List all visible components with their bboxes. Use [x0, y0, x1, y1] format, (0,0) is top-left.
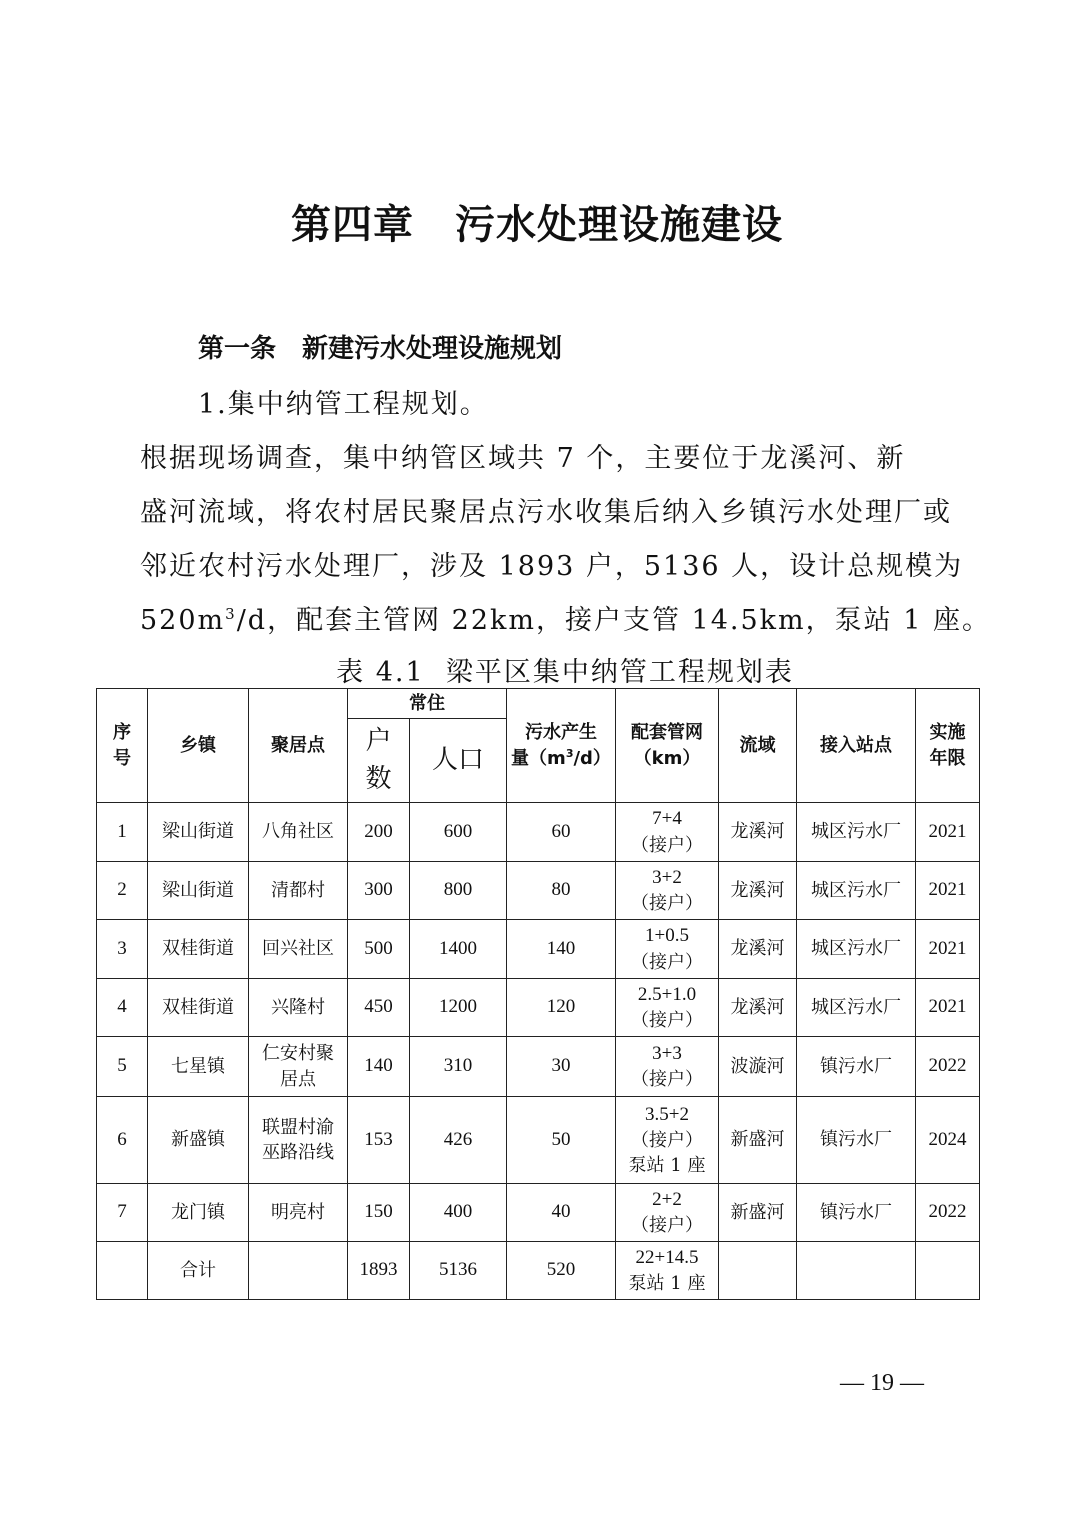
- cell-population: 426: [410, 1097, 507, 1184]
- header-seq: 序 号: [97, 689, 148, 803]
- cell-population: 400: [410, 1184, 507, 1242]
- table-row: [97, 979, 980, 1037]
- cell-pipe: 3+2 （接户）: [616, 862, 719, 920]
- cell-station: 镇污水厂: [797, 1097, 916, 1184]
- cell-basin: [719, 1242, 797, 1300]
- paragraph-line-last: [140, 598, 991, 637]
- cell-pipe: 3+3 （接户）: [616, 1037, 719, 1097]
- cell-seq: 5: [97, 1037, 148, 1097]
- cell-households: 300: [348, 862, 410, 920]
- cell-pipe: 2.5+1.0 （接户）: [616, 979, 719, 1037]
- header-resident: 常住: [348, 689, 507, 719]
- cell-sewage: 60: [507, 803, 616, 862]
- cell-station: 城区污水厂: [797, 862, 916, 920]
- item-title: 1.集中纳管工程规划。: [198, 389, 489, 420]
- table-caption: 表 4.1 梁平区集中纳管工程规划表: [336, 657, 794, 688]
- cell-station: 镇污水厂: [797, 1184, 916, 1242]
- cell-pipe: 3.5+2 （接户） 泵站 1 座: [616, 1097, 719, 1184]
- header-town: 乡镇: [148, 689, 249, 803]
- cell-settlement: 仁安村聚 居点: [249, 1037, 348, 1097]
- cell-basin: 龙溪河: [719, 862, 797, 920]
- cell-year: 2024: [916, 1097, 980, 1184]
- cell-seq: 7: [97, 1184, 148, 1242]
- cell-households: 1893: [348, 1242, 410, 1300]
- cell-basin: 龙溪河: [719, 803, 797, 862]
- cell-population: 600: [410, 803, 507, 862]
- cell-total-label: 合计: [148, 1242, 249, 1300]
- header-year: 实施 年限: [916, 689, 980, 803]
- chapter-title: 第四章 污水处理设施建设: [291, 202, 783, 248]
- cell-year: 2022: [916, 1037, 980, 1097]
- cell-pipe: 2+2 （接户）: [616, 1184, 719, 1242]
- cell-basin: 龙溪河: [719, 920, 797, 979]
- cell-station: 城区污水厂: [797, 920, 916, 979]
- cell-settlement: 清都村: [249, 862, 348, 920]
- table-row: [97, 862, 980, 920]
- header-population: 人口: [410, 719, 507, 803]
- superscript: 3: [225, 605, 237, 623]
- cell-town: 双桂街道: [148, 920, 249, 979]
- cell-seq: [97, 1242, 148, 1300]
- cell-sewage: 50: [507, 1097, 616, 1184]
- table-row: [97, 803, 980, 862]
- cell-town: 龙门镇: [148, 1184, 249, 1242]
- cell-town: 双桂街道: [148, 979, 249, 1037]
- cell-year: 2021: [916, 862, 980, 920]
- cell-town: 梁山街道: [148, 803, 249, 862]
- cell-households: 140: [348, 1037, 410, 1097]
- cell-basin: 龙溪河: [719, 979, 797, 1037]
- cell-station: 镇污水厂: [797, 1037, 916, 1097]
- cell-basin: 波漩河: [719, 1037, 797, 1097]
- header-station: 接入站点: [797, 689, 916, 803]
- cell-households: 500: [348, 920, 410, 979]
- header-pipe: 配套管网 （km）: [616, 689, 719, 803]
- cell-settlement: 联盟村渝 巫路沿线: [249, 1097, 348, 1184]
- cell-year: 2021: [916, 920, 980, 979]
- cell-sewage: 40: [507, 1184, 616, 1242]
- table-row: [97, 920, 980, 979]
- table-row: [97, 1184, 980, 1242]
- cell-basin: 新盛河: [719, 1097, 797, 1184]
- cell-year: [916, 1242, 980, 1300]
- cell-pipe: 22+14.5 泵站 1 座: [616, 1242, 719, 1300]
- cell-seq: 3: [97, 920, 148, 979]
- cell-pipe: 1+0.5 （接户）: [616, 920, 719, 979]
- cell-station: [797, 1242, 916, 1300]
- cell-households: 150: [348, 1184, 410, 1242]
- paragraph-line: 邻近农村污水处理厂，涉及 1893 户，5136 人，设计总规模为: [140, 551, 964, 582]
- cell-settlement: 八角社区: [249, 803, 348, 862]
- cell-sewage: 30: [507, 1037, 616, 1097]
- cell-population: 1200: [410, 979, 507, 1037]
- cell-sewage: 140: [507, 920, 616, 979]
- cell-town: 新盛镇: [148, 1097, 249, 1184]
- cell-year: 2021: [916, 803, 980, 862]
- table-body: [97, 803, 980, 1300]
- cell-basin: 新盛河: [719, 1184, 797, 1242]
- cell-settlement: 回兴社区: [249, 920, 348, 979]
- cell-town: 七星镇: [148, 1037, 249, 1097]
- cell-town: 梁山街道: [148, 862, 249, 920]
- cell-population: 310: [410, 1037, 507, 1097]
- cell-settlement: [249, 1242, 348, 1300]
- cell-settlement: 明亮村: [249, 1184, 348, 1242]
- cell-households: 153: [348, 1097, 410, 1184]
- cell-year: 2022: [916, 1184, 980, 1242]
- header-basin: 流域: [719, 689, 797, 803]
- paragraph-text: 520m: [140, 605, 226, 636]
- section-title: 第一条 新建污水处理设施规划: [198, 334, 563, 364]
- cell-seq: 2: [97, 862, 148, 920]
- table-total-row: [97, 1242, 980, 1300]
- plan-table: [96, 688, 980, 1300]
- cell-sewage: 120: [507, 979, 616, 1037]
- paragraph-line: 盛河流域，将农村居民聚居点污水收集后纳入乡镇污水处理厂或: [140, 497, 952, 528]
- header-households: 户 数: [348, 719, 410, 803]
- paragraph-line: 根据现场调查，集中纳管区域共 7 个，主要位于龙溪河、新: [140, 443, 906, 474]
- cell-households: 450: [348, 979, 410, 1037]
- cell-seq: 6: [97, 1097, 148, 1184]
- cell-households: 200: [348, 803, 410, 862]
- paragraph-text: /d，配套主管网 22km，接户支管 14.5km，泵站 1 座。: [236, 605, 991, 636]
- page-number: — 19 —: [840, 1370, 924, 1396]
- header-sewage: 污水产生 量$(m^3/d)$: [507, 689, 616, 803]
- cell-seq: 1: [97, 803, 148, 862]
- cell-sewage: 80: [507, 862, 616, 920]
- cell-seq: 4: [97, 979, 148, 1037]
- table-row: [97, 1097, 980, 1184]
- cell-population: 5136: [410, 1242, 507, 1300]
- cell-station: 城区污水厂: [797, 979, 916, 1037]
- cell-pipe: 7+4 （接户）: [616, 803, 719, 862]
- header-settlement: 聚居点: [249, 689, 348, 803]
- cell-sewage: 520: [507, 1242, 616, 1300]
- table-row: [97, 1037, 980, 1097]
- cell-settlement: 兴隆村: [249, 979, 348, 1037]
- cell-year: 2021: [916, 979, 980, 1037]
- cell-station: 城区污水厂: [797, 803, 916, 862]
- cell-population: 800: [410, 862, 507, 920]
- cell-population: 1400: [410, 920, 507, 979]
